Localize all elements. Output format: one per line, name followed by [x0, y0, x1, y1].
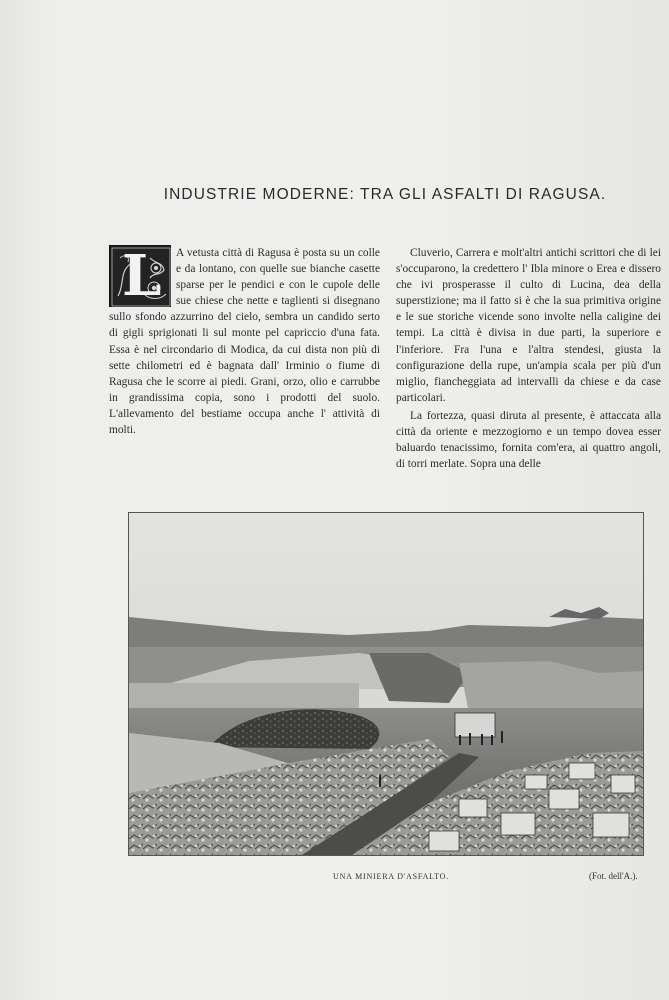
right-column	[396, 245, 661, 472]
left-column-text: A vetusta città di Ragusa è posta su un colle e da lontano, con quelle sue bianche casette sparse per le pendici e con le cupole delle sue chiese che nette e taglienti si disegnano sullo sfondo azzurrino del cielo, sembra un candido serto di gigli sprigionati li sul monte pel capriccio d'una fata. Essa è nel circondario di Modica, da cui dista non più di sette chilometri ed è bagnata dall' Irminio o fiume di Ragusa che le scorre ai piedi. Grani, orzo, olio e carrubbe in grandissima copia, sono i prodotti del suolo. L'allevamento del bestiame occupa anche l' attività di molti.	[109, 247, 380, 437]
decorated-initial-l	[109, 245, 171, 307]
figure-caption: UNA MINIERA D'ASFALTO.	[333, 872, 450, 881]
right-paragraph-1: Cluverio, Carrera e molt'altri antichi scrittori che di lei s'occuparono, la credettero l' Ibla minore o Erea e dissero che ivi prosperasse il culto di Lucina, dea della superstizione; ma il fatto si è che la sua primitiva origine e le sue storiche vicende sono involte nella caligine dei tempi. La città è divisa in due parti, la superiore e l'inferiore. Fra l'una e l'altra stendesi, giusta la configurazione della rupe, un'ampia scala per più d'un miglio, fiancheggiata ad intervalli da chiese e da case particolari.	[396, 247, 661, 404]
dropcap-letter: L	[122, 243, 162, 309]
article-title: INDUSTRIE MODERNE: TRA GLI ASFALTI DI RAGUSA.	[163, 186, 607, 203]
quarry-photograph	[128, 512, 644, 856]
photo-credit: (Fot. dell'A.).	[589, 871, 638, 881]
asphalt-mine-image	[129, 513, 644, 856]
left-column	[109, 245, 380, 438]
right-paragraph-2: La fortezza, quasi diruta al presente, è attaccata alla città da oriente e mezzogiorno e un tempo dovea esser baluardo tenacissimo, fornita com'era, ai quattro angoli, di torri merlate. Sopra una delle	[396, 409, 661, 471]
